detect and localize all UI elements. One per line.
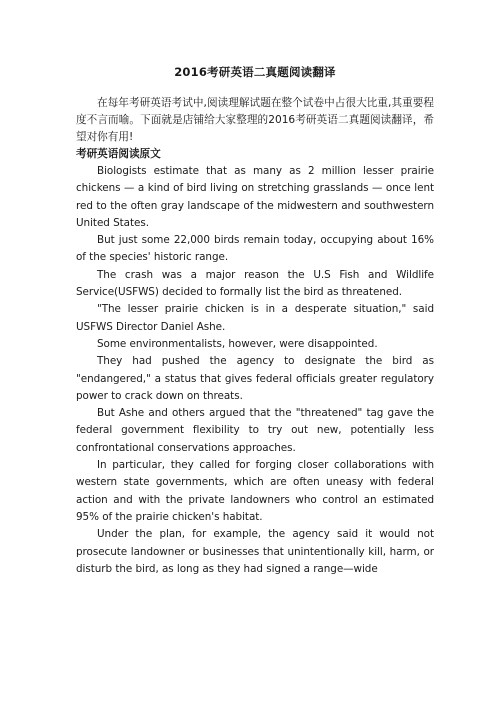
intro-paragraph: 在每年考研英语考试中,阅读理解试题在整个试卷中占很大比重,其重要程度不言而喻。下面就是店铺给大家整理的2016考研英语二真题阅读翻译，希望对你有用! (76, 97, 434, 143)
section-heading: 考研英语阅读原文 (76, 148, 161, 160)
body-paragraph-6: They had pushed the agency to designate the bird as "endangered," a status that gives federal officials greater regulatory power to crack down on threats. (76, 355, 434, 402)
body-paragraph-8: In particular, they called for forging closer collaborations with western state governments, which are often uneasy with federal action and with the private landowners who control an estimated 95% of the prairie chicken's habitat. (76, 459, 434, 523)
document-title: 2016考研英语二真题阅读翻译 (174, 65, 336, 79)
body-paragraph-3: The crash was a major reason the U.S Fish and Wildlife Service(USFWS) decided to formally list the bird as threatened. (76, 268, 434, 299)
body-paragraph-5: Some environmentalists, however, were disappointed. (97, 337, 378, 350)
body-paragraph-2: But just some 22,000 birds remain today, occupying about 16% of the species' historic range. (76, 234, 434, 264)
body-paragraph-7: But Ashe and others argued that the "threatened" tag gave the federal government flexibility to try out new, potentially less confrontational conservations approaches. (76, 407, 434, 454)
body-paragraph-9: Under the plan, for example, the agency said it would not prosecute landowner or businesses that unintentionally kill, harm, or disturb the bird, as long as they had signed a range—wide (76, 528, 434, 575)
body-paragraph-1: Biologists estimate that as many as 2 million lesser prairie chickens — a kind of bird living on stretching grasslands — once lent red to the often gray landscape of the midwestern and southwestern United States. (76, 165, 434, 229)
body-paragraph-4: "The lesser prairie chicken is in a desperate situation," said USFWS Director Daniel Ashe. (76, 303, 434, 333)
